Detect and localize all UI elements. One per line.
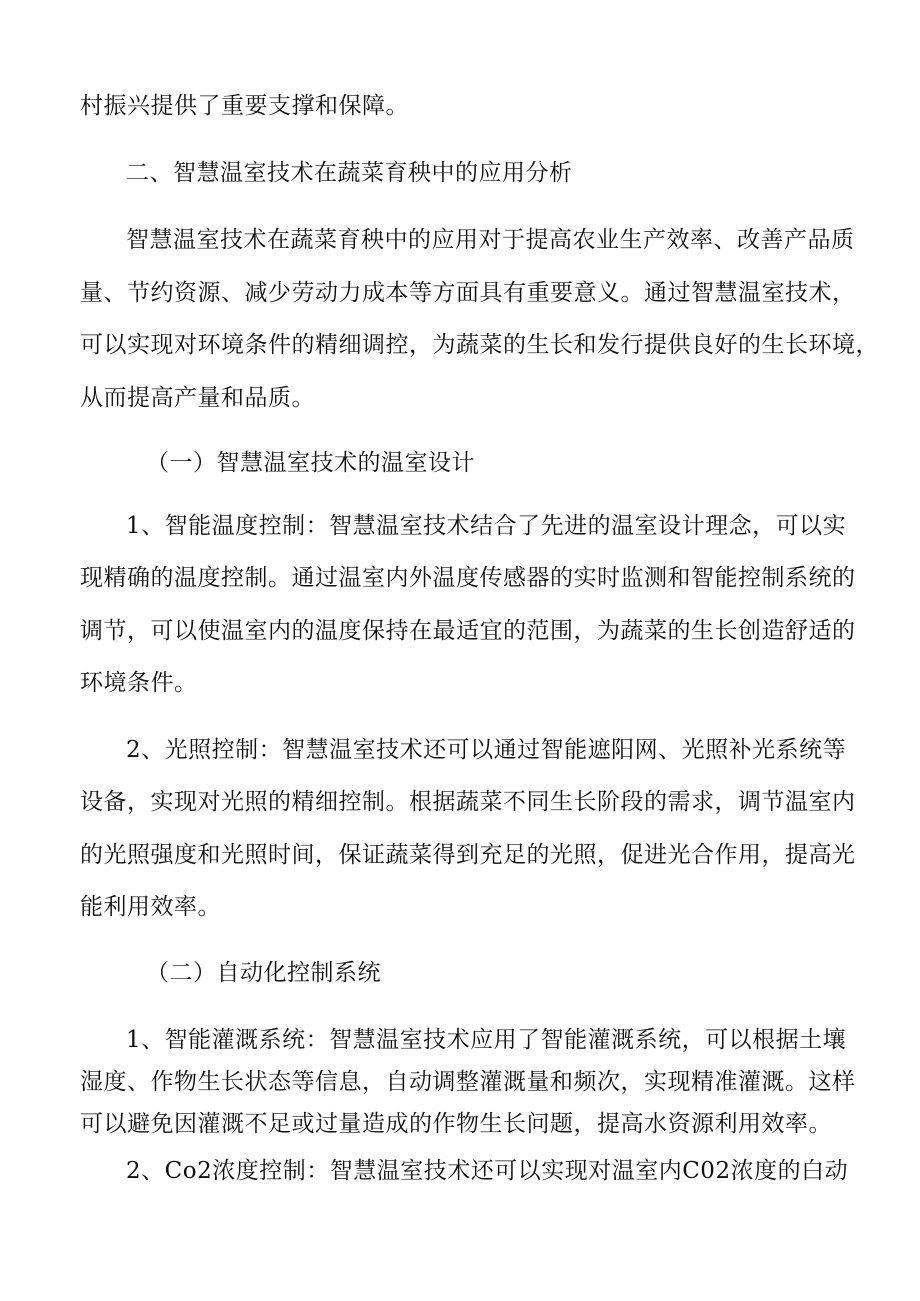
- light-control-line: 设备，实现对光照的精细控制。根据蔬菜不同生长阶段的需求，调节温室内: [80, 789, 856, 815]
- light-control-line: 能利用效率。: [80, 894, 221, 920]
- light-control-line: 2、光照控制：智慧温室技术还可以通过智能遮阳网、光照补光系统等: [126, 737, 847, 763]
- intro-paragraph-line: 从而提高产量和品质。: [80, 385, 315, 411]
- section-heading: 二、智慧温室技术在蔬菜育秧中的应用分析: [126, 160, 573, 186]
- subsection-heading-2: （二）自动化控制系统: [146, 960, 381, 986]
- co2-control-line: 2、Co2浓度控制：智慧温室技术还可以实现对温室内C02浓度的白动: [126, 1158, 849, 1184]
- intro-paragraph-line: 量、节约资源、减少劳动力成本等方面具有重要意义。通过智慧温室技术，: [80, 280, 856, 306]
- temperature-control-line: 调节，可以使温室内的温度保持在最适宜的范围，为蔬菜的生长创造舒适的: [80, 618, 856, 644]
- intro-paragraph-line: 可以实现对环境条件的精细调控，为蔬菜的生长和发行提供良好的生长环境，: [80, 332, 879, 358]
- temperature-control-line: 环境条件。: [80, 670, 198, 696]
- paragraph-continuation-line: 村振兴提供了重要支撑和保障。: [80, 93, 409, 119]
- light-control-line: 的光照强度和光照时间，保证蔬菜得到充足的光照，促进光合作用，提高光: [80, 842, 856, 868]
- irrigation-system-line: 可以避免因灌溉不足或过量造成的作物生长问题，提高水资源利用效率。: [80, 1111, 832, 1137]
- irrigation-system-line: 湿度、作物生长状态等信息，自动调整灌溉量和频次，实现精准灌溉。这样: [80, 1069, 856, 1095]
- subsection-heading-1: （一）智慧温室技术的温室设计: [146, 450, 475, 476]
- irrigation-system-line: 1、智能灌溉系统：智慧温室技术应用了智能灌溉系统，可以根据土壤: [126, 1027, 847, 1053]
- temperature-control-line: 1、智能温度控制：智慧温室技术结合了先进的温室设计理念，可以实: [126, 513, 847, 539]
- temperature-control-line: 现精确的温度控制。通过温室内外温度传感器的实时监测和智能控制系统的: [80, 565, 856, 591]
- intro-paragraph-line: 智慧温室技术在蔬菜育秧中的应用对于提高农业生产效率、改善产品质: [126, 227, 855, 253]
